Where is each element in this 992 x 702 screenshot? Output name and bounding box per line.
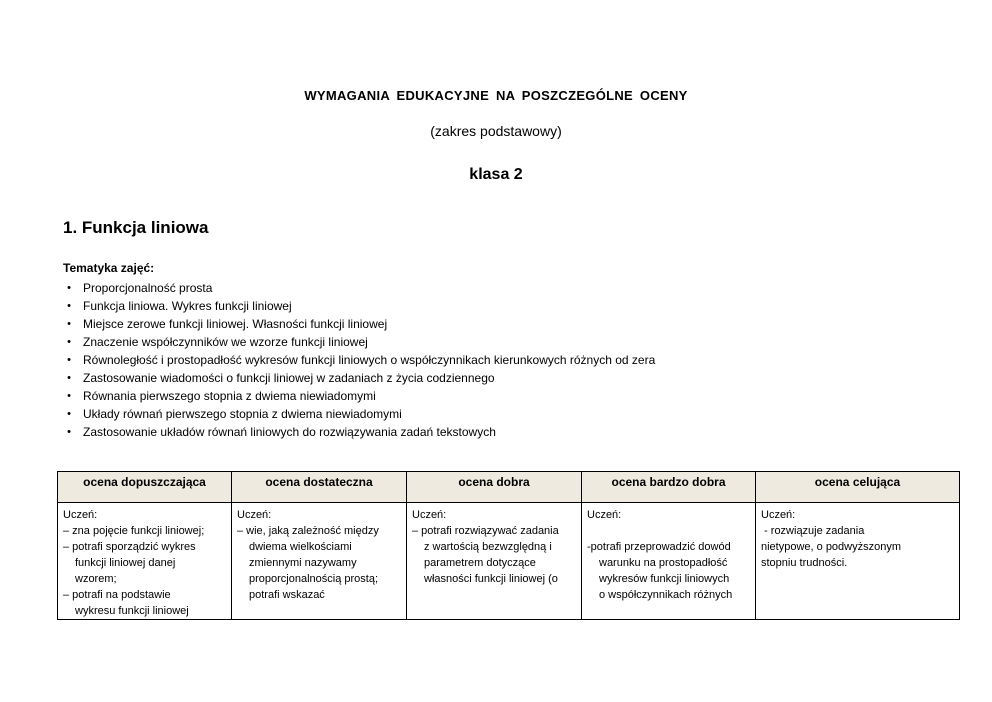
list-item: • Równania pierwszego stopnia z dwiema niewiadomymi — [63, 387, 655, 405]
list-item: • Proporcjonalność prosta — [63, 279, 655, 297]
bullet-icon: • — [67, 300, 71, 312]
header-bardzo-dobra: ocena bardzo dobra — [582, 472, 756, 503]
cell-dopuszczajaca: Uczeń: – zna pojęcie funkcji liniowej; – potrafi sporządzić wykres funkcji liniowej danej wzorem; – potrafi na podstawie wykresu funkcji liniowej — [58, 503, 232, 620]
list-item: • Zastosowanie wiadomości o funkcji liniowej w zadaniach z życia codziennego — [63, 369, 655, 387]
bullet-icon: • — [67, 408, 71, 420]
header-celujaca: ocena celująca — [756, 472, 960, 503]
list-item: • Miejsce zerowe funkcji liniowej. Własności funkcji liniowej — [63, 315, 655, 333]
header-dopuszczajaca: ocena dopuszczająca — [58, 472, 232, 503]
document-subtitle: (zakres podstawowy) — [430, 123, 562, 139]
cell-dostateczna: Uczeń: – wie, jaką zależność między dwiema wielkościami zmiennymi nazywamy proporcjonalnością prostą; potrafi wskazać — [232, 503, 407, 620]
cell-dobra: Uczeń: – potrafi rozwiązywać zadania z wartością bezwzględną i parametrem dotyczące własności funkcji liniowej (o — [407, 503, 582, 620]
bullet-icon: • — [67, 390, 71, 402]
section-title: 1. Funkcja liniowa — [63, 218, 209, 237]
bullet-icon: • — [67, 282, 71, 294]
bullet-icon: • — [67, 354, 71, 366]
cell-bardzo-dobra: Uczeń: -potrafi przeprowadzić dowód warunku na prostopadłość wykresów funkcji liniowych o współczynnikach różnych — [582, 503, 756, 620]
table-header-row — [58, 472, 960, 503]
list-item: • Znaczenie współczynników we wzorze funkcji liniowej — [63, 333, 655, 351]
header-dostateczna: ocena dostateczna — [232, 472, 407, 503]
table-row — [58, 503, 960, 620]
header-dobra: ocena dobra — [407, 472, 582, 503]
bullet-icon: • — [67, 336, 71, 348]
list-item: • Funkcja liniowa. Wykres funkcji liniowej — [63, 297, 655, 315]
topics-label: Tematyka zajęć: — [63, 261, 155, 275]
bullet-icon: • — [67, 372, 71, 384]
grades-table — [57, 471, 960, 620]
bullet-icon: • — [67, 426, 71, 438]
list-item: • Równoległość i prostopadłość wykresów funkcji liniowych o współczynnikach kierunkowych różnych od zera — [63, 351, 655, 369]
topic-list — [63, 279, 655, 441]
list-item: • Układy równań pierwszego stopnia z dwiema niewiadomymi — [63, 405, 655, 423]
bullet-icon: • — [67, 318, 71, 330]
document-title: WYMAGANIA EDUKACYJNE NA POSZCZEGÓLNE OCENY — [304, 88, 688, 103]
class-heading: klasa 2 — [469, 166, 523, 183]
list-item: • Zastosowanie układów równań liniowych do rozwiązywania zadań tekstowych — [63, 423, 655, 441]
cell-celujaca: Uczeń: - rozwiązuje zadania nietypowe, o podwyższonym stopniu trudności. — [756, 503, 960, 620]
